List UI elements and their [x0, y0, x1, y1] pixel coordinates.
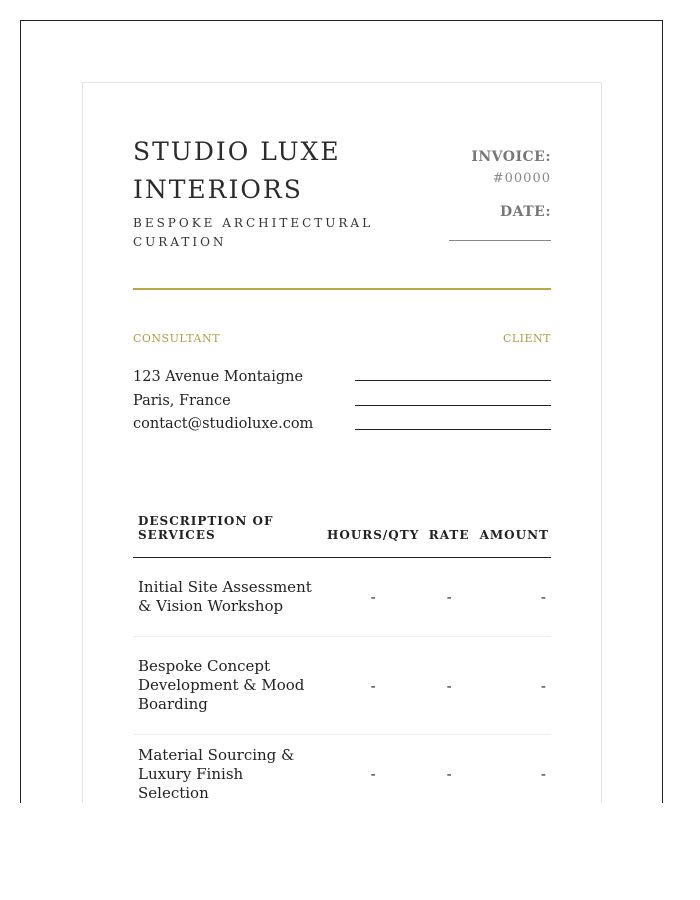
row-amount: -: [474, 558, 551, 637]
table-row: [133, 735, 551, 804]
table-row: [133, 558, 551, 637]
row-description: Bespoke Concept Development & Mood Boarding: [133, 637, 322, 735]
brand-tagline: BESPOKE ARCHITECTURAL CURATION: [133, 216, 374, 249]
row-qty: -: [322, 558, 424, 637]
header-rate: RATE: [424, 513, 474, 558]
client-field-line: [355, 391, 551, 406]
header-description: DESCRIPTION OF SERVICES: [133, 513, 322, 558]
client-fields: [355, 366, 551, 440]
date-field-line: [449, 226, 551, 241]
row-rate: -: [424, 735, 474, 804]
row-qty: -: [322, 735, 424, 804]
invoice-meta: [449, 149, 551, 241]
address-email: contact@studioluxe.com: [133, 416, 314, 432]
client-label: CLIENT: [502, 332, 551, 345]
header-qty: HOURS/QTY: [322, 513, 424, 558]
invoice-label: INVOICE:: [471, 149, 551, 165]
consultant-label: CONSULTANT: [133, 332, 220, 345]
consultant-address: [133, 366, 313, 437]
row-description: Material Sourcing & Luxury Finish Selection: [133, 735, 322, 804]
client-field-line: [355, 366, 551, 381]
header-divider: [133, 288, 551, 290]
date-label: DATE:: [500, 204, 551, 220]
invoice-number: #00000: [492, 171, 551, 186]
row-rate: -: [424, 637, 474, 735]
address-line: Paris, France: [133, 392, 231, 409]
row-qty: -: [322, 637, 424, 735]
row-rate: -: [424, 558, 474, 637]
row-amount: -: [474, 735, 551, 804]
table-header-row: [133, 513, 551, 558]
page-frame: [20, 20, 663, 803]
client-field-line: [355, 415, 551, 430]
header-amount: AMOUNT: [474, 513, 551, 558]
invoice-sheet: [82, 82, 602, 803]
row-description: Initial Site Assessment & Vision Workshop: [133, 558, 322, 637]
table-row: [133, 637, 551, 735]
services-table: [133, 513, 551, 803]
row-amount: -: [474, 637, 551, 735]
address-line: 123 Avenue Montaigne: [133, 369, 304, 385]
brand-name: STUDIO LUXE INTERIORS: [133, 137, 341, 204]
